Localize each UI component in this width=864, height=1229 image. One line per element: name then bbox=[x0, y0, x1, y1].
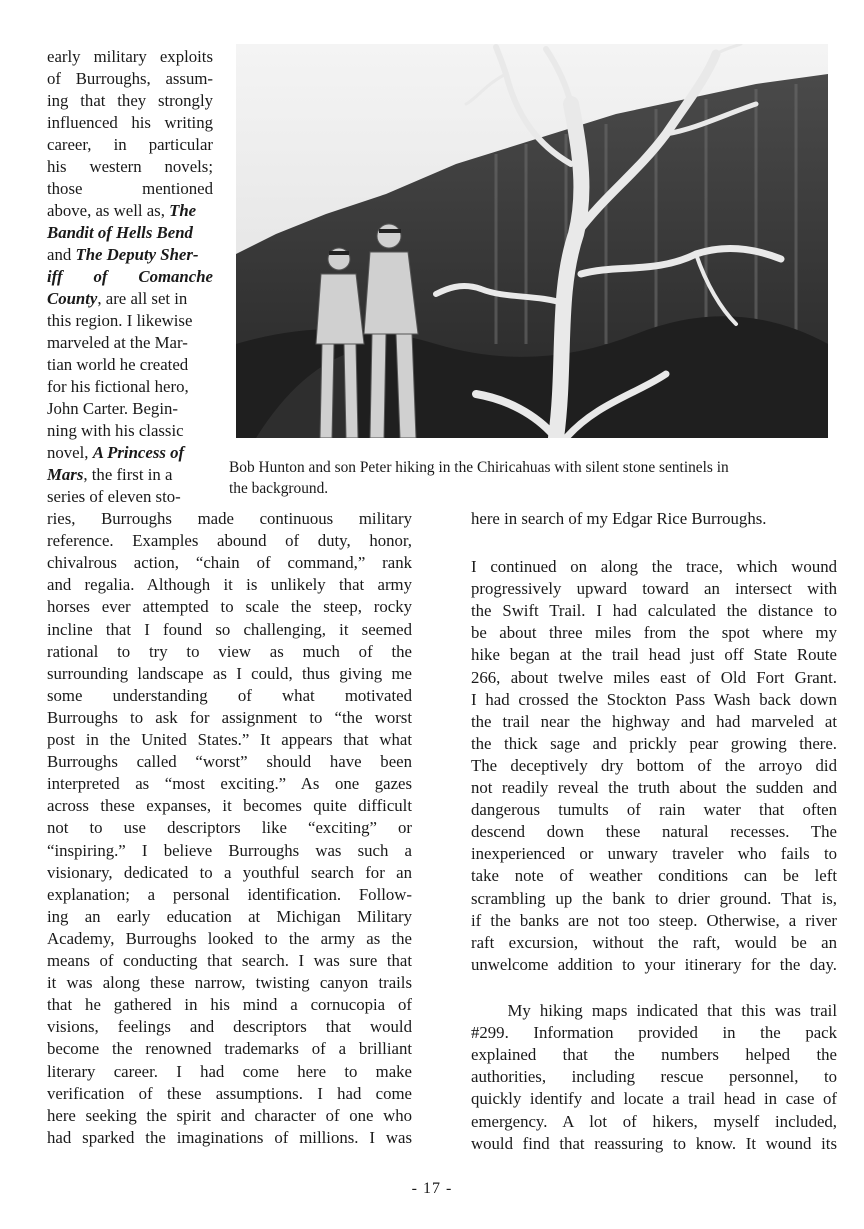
intro-italic: A Princess of bbox=[92, 443, 185, 462]
body-line: the Swift Trail. I had calculated the distance to bbox=[471, 601, 837, 621]
intro-text: novel, bbox=[47, 443, 93, 462]
intro-line: career, in particular bbox=[47, 135, 213, 154]
intro-line: ning with his classic bbox=[47, 421, 184, 440]
intro-line: of Burroughs, assum- bbox=[47, 69, 213, 88]
body-line: post in the United States.” It appears that what bbox=[47, 730, 412, 749]
body-line: means of conducting that search. I was sure that bbox=[47, 951, 412, 970]
intro-text: , are all set in bbox=[97, 289, 188, 308]
body-line: take note of weather conditions can be left bbox=[471, 866, 837, 886]
intro-column bbox=[47, 46, 213, 516]
body-line: hike began at the trail head just off State Route bbox=[471, 645, 837, 665]
intro-line bbox=[47, 464, 213, 486]
intro-italic: The Deputy Sher- bbox=[75, 245, 199, 264]
body-line: visionary, dedicated to a youthful search for an bbox=[47, 862, 412, 882]
body-line: would find that reassuring to know. It wound its bbox=[471, 1133, 837, 1153]
body-line: Burroughs called “worst” should have been bbox=[47, 752, 412, 772]
body-line: some understanding of what motivated bbox=[47, 685, 412, 705]
body-line: literary career. I had come here to make bbox=[47, 1061, 412, 1081]
intro-line: Bandit of Hells Bend bbox=[47, 223, 193, 242]
body-line: 266, about twelve miles east of Old Fort Grant. bbox=[471, 667, 837, 687]
body-line: raft excursion, without the raft, would be an bbox=[471, 932, 837, 952]
right-column bbox=[471, 508, 837, 1168]
body-line: Burroughs to ask for assignment to “the worst bbox=[47, 707, 412, 727]
intro-line: iff of Comanche bbox=[47, 267, 213, 286]
body-line bbox=[471, 976, 837, 998]
body-line: unwelcome addition to your itinerary for the day. bbox=[471, 954, 837, 974]
intro-text: and bbox=[47, 245, 76, 264]
body-line: I continued on along the trace, which wound bbox=[471, 557, 837, 576]
body-line: scrambling up the bank to drier ground. That is, bbox=[471, 888, 837, 908]
body-line: My hiking maps indicated that this was trail bbox=[471, 1001, 837, 1020]
intro-line: early military exploits bbox=[47, 47, 213, 66]
caption-line: the background. bbox=[229, 480, 329, 497]
body-line: dangerous tumults of rain water that often bbox=[471, 800, 837, 820]
intro-line: influenced his writing bbox=[47, 113, 213, 132]
intro-italic: County bbox=[47, 289, 98, 308]
body-line: explained that the numbers helped the bbox=[471, 1045, 837, 1065]
intro-line: series of eleven sto- bbox=[47, 487, 181, 506]
intro-italic: The bbox=[169, 201, 197, 220]
body-line: The deceptively dry bottom of the arroyo did bbox=[471, 755, 837, 775]
body-line: here seeking the spirit and character of one who bbox=[47, 1105, 412, 1125]
body-line: ing an early education at Michigan Military bbox=[47, 906, 412, 926]
body-line: the trail near the highway and had marveled at bbox=[471, 711, 837, 731]
body-line: I had crossed the Stockton Pass Wash back down bbox=[471, 689, 837, 709]
body-line: progressively upward toward an intersect with bbox=[471, 579, 837, 599]
body-line: horses ever attempted to scale the steep, rocky bbox=[47, 597, 412, 617]
intro-line: those mentioned bbox=[47, 179, 213, 198]
body-line: reference. Examples abound of duty, honor, bbox=[47, 531, 412, 551]
body-line: here in search of my Edgar Rice Burroughs. bbox=[471, 509, 767, 528]
body-line: across these expanses, it becomes quite difficult bbox=[47, 796, 412, 816]
intro-line: marveled at the Mar- bbox=[47, 333, 188, 352]
body-line: that he gathered in his mind a cornucopia of bbox=[47, 995, 412, 1015]
body-line: it was along these narrow, twisting canyon trails bbox=[47, 973, 412, 993]
body-line: be about three miles from the spot where my bbox=[471, 623, 837, 643]
body-line: not readily reveal the truth about the sudden and bbox=[471, 778, 837, 797]
hiking-photo bbox=[236, 44, 828, 438]
body-line: descend down these natural recesses. The bbox=[471, 822, 837, 842]
body-line: incline that I found so challenging, it seemed bbox=[47, 619, 412, 639]
body-line: surrounding landscape as I could, thus giving me bbox=[47, 663, 412, 683]
body-line: authorities, including rescue personnel, to bbox=[471, 1067, 837, 1087]
intro-line bbox=[47, 288, 213, 310]
intro-line bbox=[47, 200, 213, 222]
left-column bbox=[47, 508, 412, 1158]
intro-line: ing that they strongly bbox=[47, 91, 213, 110]
body-line: #299. Information provided in the pack bbox=[471, 1023, 837, 1043]
photo-caption bbox=[229, 457, 841, 501]
intro-line: his western novels; bbox=[47, 157, 213, 176]
body-line: chivalrous action, “chain of command,” rank bbox=[47, 553, 412, 573]
intro-line bbox=[47, 442, 213, 464]
body-line: “inspiring.” I believe Burroughs was such a bbox=[47, 840, 412, 860]
intro-line: for his fictional hero, bbox=[47, 377, 189, 396]
intro-text: , the first in a bbox=[83, 465, 173, 484]
body-line: ries, Burroughs made continuous military bbox=[47, 509, 412, 528]
intro-line: this region. I likewise bbox=[47, 311, 193, 330]
body-line: and regalia. Although it is unlikely that army bbox=[47, 575, 412, 595]
body-line: Academy, Burroughs looked to the army as the bbox=[47, 928, 412, 948]
caption-line: Bob Hunton and son Peter hiking in the Chiricahuas with silent stone sentinels in bbox=[229, 459, 729, 476]
body-line: verification of these assumptions. I had come bbox=[47, 1083, 412, 1103]
body-line bbox=[471, 530, 837, 552]
body-line: inexperienced or unwary traveler who fails to bbox=[471, 844, 837, 864]
intro-text: above, as well as, bbox=[47, 201, 170, 220]
photo-illustration bbox=[236, 44, 828, 438]
body-line: interpreted as “most exciting.” As one gazes bbox=[47, 774, 412, 794]
intro-italic: Mars bbox=[47, 465, 84, 484]
intro-line: John Carter. Begin- bbox=[47, 399, 178, 418]
intro-line: tian world he created bbox=[47, 355, 189, 374]
intro-line bbox=[47, 244, 213, 266]
body-line: become the renowned trademarks of a brilliant bbox=[47, 1039, 412, 1059]
body-line: visions, feelings and descriptors that would bbox=[47, 1017, 412, 1037]
body-line: the thick sage and prickly pear growing there. bbox=[471, 733, 837, 753]
body-line: not to use descriptors like “exciting” or bbox=[47, 818, 412, 838]
body-line: quickly identify and locate a trail head in case of bbox=[471, 1089, 837, 1109]
page-number: - 17 - bbox=[411, 1180, 453, 1197]
body-line: explanation; a personal identification. Follow- bbox=[47, 884, 412, 904]
body-line: had sparked the imaginations of millions. I was bbox=[47, 1127, 412, 1147]
body-line: rational to try to view as much of the bbox=[47, 641, 412, 661]
body-line: if the banks are not too steep. Otherwise, a river bbox=[471, 910, 837, 930]
body-line: emergency. A lot of hikers, myself included, bbox=[471, 1111, 837, 1131]
